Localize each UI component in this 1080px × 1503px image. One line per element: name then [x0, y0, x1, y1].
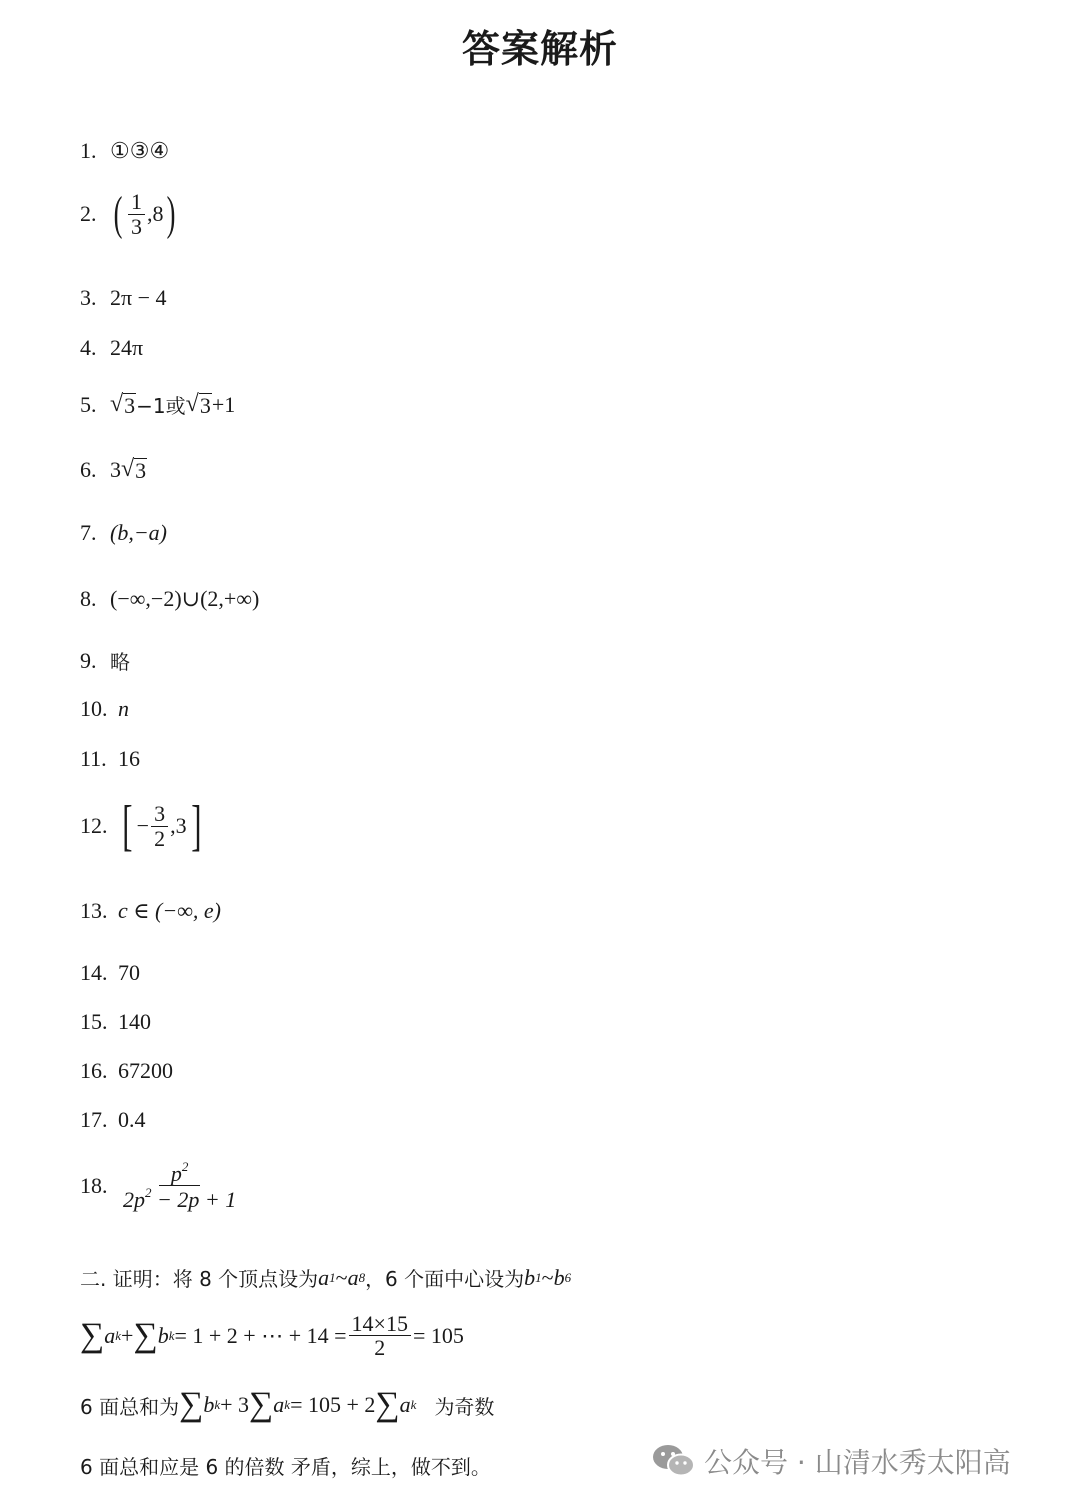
minus-sign: − [136, 813, 150, 838]
numerator: 14×15 [349, 1312, 411, 1336]
page-title: 答案解析 [461, 27, 618, 71]
proof-var: a [273, 1392, 285, 1417]
answer-number: 10. [80, 696, 108, 721]
proof-text: = 105 + 2 [290, 1392, 376, 1417]
answer-number: 16. [80, 1058, 108, 1083]
sigma-symbol: ∑ [249, 1386, 274, 1423]
answer-number: 17. [80, 1107, 108, 1132]
fraction [120, 1160, 239, 1211]
numerator: 3 [151, 802, 168, 826]
proof-var: b [553, 1264, 565, 1290]
proof-var: a [399, 1392, 411, 1417]
answer-value: 24π [110, 335, 144, 360]
watermark [652, 1441, 1011, 1481]
answer-6 [80, 456, 147, 483]
proof-sub: k [284, 1397, 291, 1412]
proof-var: b [157, 1322, 169, 1348]
answer-number: 18. [80, 1172, 108, 1198]
answer-number: 15. [80, 1009, 108, 1034]
proof-var: a [318, 1264, 330, 1290]
proof-text: 为奇数 [434, 1394, 495, 1419]
answer-15 [80, 1009, 151, 1035]
answer-number: 6. [80, 456, 97, 482]
proof-text: ，6 个面中心设为 [365, 1267, 525, 1291]
denominator: 2 [374, 1335, 386, 1361]
proof-sub: k [168, 1327, 175, 1343]
fraction [349, 1312, 411, 1359]
answer-value: (b,−a) [110, 520, 167, 545]
radicand: 3 [124, 392, 136, 418]
answer-number: 2. [80, 201, 97, 226]
answer-18 [80, 1160, 241, 1211]
proof-text: = 1 + 2 + ⋯ + 14 = [174, 1322, 347, 1348]
answer-rest: ,8 [146, 201, 164, 226]
answer-value: 0.4 [118, 1107, 146, 1132]
sqrt: √ 3 [185, 391, 211, 418]
answer-10 [80, 696, 129, 722]
denominator: 3 [130, 213, 142, 239]
answer-17 [80, 1107, 146, 1133]
proof-sub: k [214, 1397, 221, 1412]
answer-13 [80, 898, 221, 924]
proof-text: + 3 [220, 1392, 250, 1417]
answer-text: +1 [211, 391, 236, 417]
proof-text: = 105 [412, 1322, 464, 1348]
watermark-text: 公众号 · 山清水秀太阳高 [704, 1446, 1011, 1479]
answer-4 [80, 335, 143, 361]
left-bracket: [ [122, 795, 133, 857]
answer-text: −1或 [136, 394, 186, 418]
answer-number: 5. [80, 391, 97, 417]
answer-number: 3. [80, 285, 97, 310]
answer-number: 9. [80, 647, 97, 673]
proof-var: a [104, 1322, 116, 1348]
answer-14 [80, 960, 140, 986]
answer-5 [80, 390, 235, 419]
sigma-symbol: ∑ [179, 1386, 204, 1423]
fraction [151, 802, 168, 849]
right-bracket: ] [190, 795, 202, 857]
answer-rest: ,3 [170, 813, 187, 838]
denominator: $2p^2 - 2p + 1$ [123, 1185, 237, 1213]
numerator: $p^2$ [159, 1160, 201, 1186]
answer-value: c ∈ (−∞, e) [118, 898, 221, 923]
answer-number: 1. [80, 138, 97, 163]
answer-number: 4. [80, 335, 97, 360]
answer-9 [80, 646, 130, 675]
answer-number: 7. [80, 520, 97, 545]
answer-value: 16 [118, 746, 140, 771]
answer-11 [80, 746, 140, 772]
proof-text: 6 面总和为 [80, 1394, 180, 1419]
proof-text: 二. 证明：将 8 个顶点设为 [80, 1267, 319, 1291]
answer-value: 2π − 4 [110, 285, 167, 310]
proof-line-2 [80, 1312, 464, 1359]
sqrt: √ 3 [110, 391, 136, 418]
answer-number: 13. [80, 898, 108, 923]
answer-value: n [118, 696, 129, 721]
proof-var: b [524, 1264, 536, 1290]
denominator: 2 [154, 825, 166, 851]
sigma-symbol: ∑ [375, 1386, 400, 1423]
proof-sub: k [410, 1397, 417, 1412]
sqrt: √ 3 [121, 456, 147, 483]
answer-8 [80, 586, 259, 612]
sigma-symbol: ∑ [133, 1316, 158, 1354]
answer-7 [80, 520, 167, 546]
answer-value: 67200 [118, 1058, 173, 1083]
answer-value: (−∞,−2)∪(2,+∞) [110, 586, 260, 611]
answer-3 [80, 285, 167, 311]
radicand: 3 [199, 392, 211, 418]
answer-number: 12. [80, 813, 108, 838]
proof-text: ~ [541, 1264, 554, 1290]
answer-number: 14. [80, 960, 108, 985]
fraction [128, 190, 145, 237]
wechat-icon [652, 1443, 696, 1479]
proof-sub: 1 [535, 1269, 542, 1285]
right-paren: ) [167, 187, 176, 240]
proof-text: + [121, 1322, 134, 1348]
answer-12 [80, 795, 205, 857]
proof-var: a [347, 1264, 359, 1290]
answer-2 [80, 187, 179, 240]
numerator: 1 [128, 190, 145, 214]
proof-text: ~ [335, 1264, 348, 1290]
answer-number: 11. [80, 746, 107, 771]
answer-value: 140 [118, 1009, 151, 1034]
answer-number: 8. [80, 586, 97, 611]
answer-16 [80, 1058, 173, 1084]
proof-text: 6 面总和应是 6 的倍数 矛盾，综上，做不到。 [80, 1455, 491, 1479]
left-paren: ( [113, 187, 123, 240]
proof-line-1 [80, 1263, 571, 1292]
radicand: 3 [135, 457, 147, 483]
answer-text: 3 [110, 456, 121, 482]
proof-sub: 8 [358, 1269, 366, 1285]
proof-sub: 1 [329, 1269, 336, 1285]
answer-value: 70 [118, 960, 140, 985]
answer-value: ①③④ [110, 138, 170, 163]
proof-sub: k [115, 1327, 122, 1343]
proof-sub: 6 [564, 1269, 572, 1285]
proof-line-4 [80, 1451, 491, 1480]
proof-var: b [203, 1392, 215, 1417]
answer-1 [80, 138, 169, 164]
sigma-symbol: ∑ [80, 1316, 105, 1354]
answer-value: 略 [110, 650, 130, 674]
proof-line-3 [80, 1388, 494, 1422]
